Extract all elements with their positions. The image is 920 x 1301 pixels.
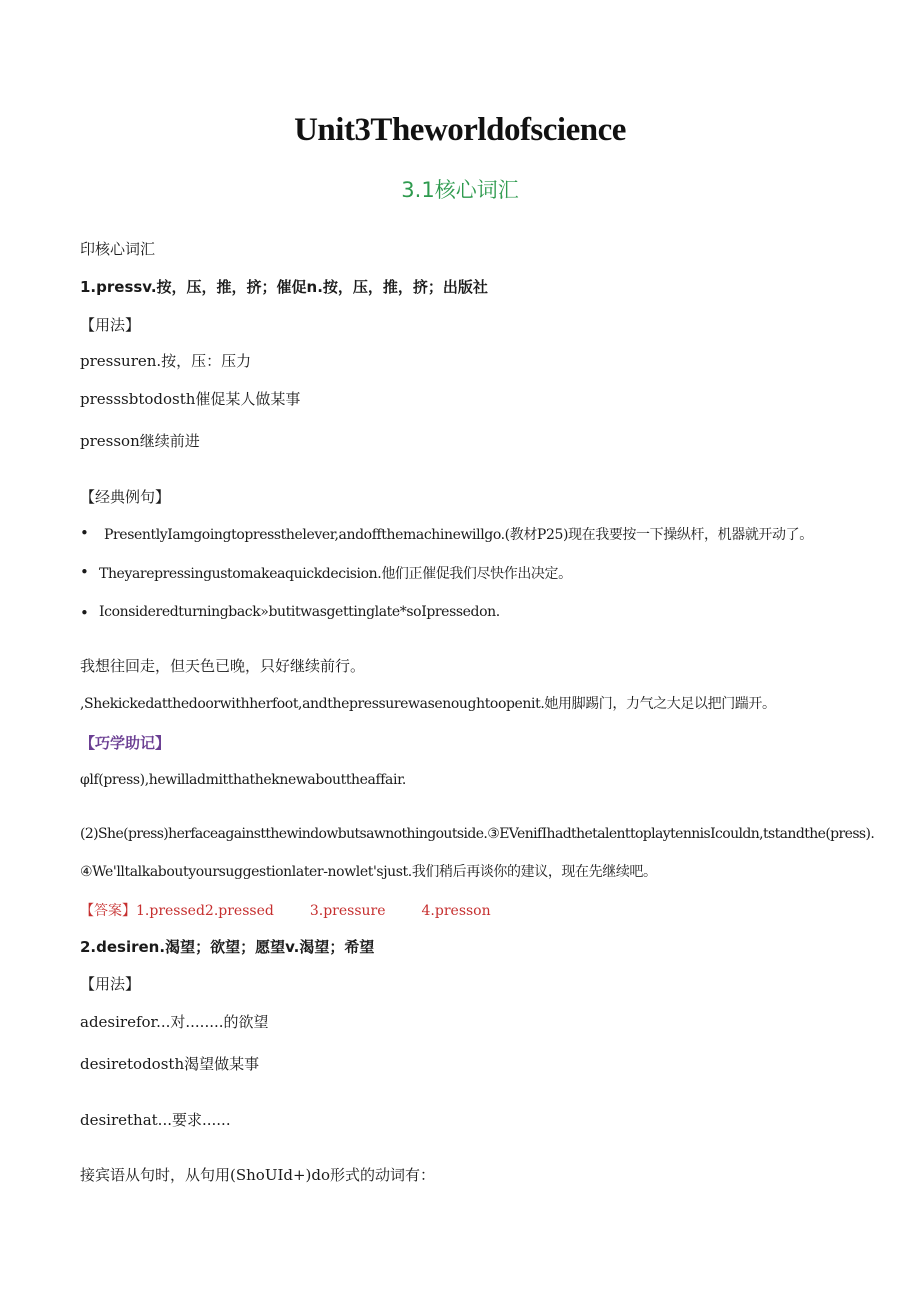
examples-label: 【经典例句】	[80, 488, 171, 506]
answer-line	[80, 900, 491, 920]
section-heading: 印核心词汇	[80, 240, 156, 258]
usage-item: adesirefor...对........的欲望	[80, 1013, 269, 1031]
answer-item: 4.presson	[421, 903, 491, 919]
usage-item: presson继续前进	[80, 432, 200, 450]
example-continuation: 我想往回走，但天色已晚，只好继续前行。	[80, 657, 366, 675]
answer-item: 2.pressed	[204, 903, 274, 919]
usage-item: pressuren.按，压：压力	[80, 352, 252, 370]
entry-headword-desire: 2.desiren.渴望；欲望；愿望v.渴望；希望	[80, 938, 375, 956]
answer-item: 1.pressed	[136, 903, 205, 919]
usage-label: 【用法】	[80, 316, 141, 334]
entry-headword-press: 1.pressv.按，压，推，挤；催促n.按，压，推，挤；出版社	[80, 278, 488, 296]
usage-item: desiretodosth渴望做某事	[80, 1055, 260, 1073]
usage-label: 【用法】	[80, 975, 141, 993]
example-sentence: PresentlyIamgoingtopressthelever,andoffthemachinewillgo.(教材P25)现在我要按一下操纵杆，机器就开动了。	[104, 527, 813, 543]
exercise-item: (2)She(press)herfaceagainstthewindowbutsawnothingoutside.③EVenifIhadthetalenttoplaytennisIcouldn,tstandthe(press).	[80, 826, 875, 842]
usage-item: presssbtodosth催促某人做某事	[80, 390, 301, 408]
usage-item: desirethat...要求......	[80, 1111, 231, 1129]
page-subtitle: 3.1核心词汇	[401, 178, 519, 202]
usage-item: 接宾语从句时，从句用(ShoUId+)do形式的动词有：	[80, 1166, 436, 1184]
exercise-item: φlf(press),hewilladmitthatheknewabouttheaffair.	[80, 772, 406, 788]
example-sentence: Theyarepressingustomakeaquickdecision.他们正催促我们尽快作出决定。	[99, 566, 572, 582]
bullet-icon: •	[80, 524, 89, 542]
memory-tips-label: 【巧学助记】	[80, 734, 171, 752]
answer-label: 【答案】	[80, 903, 136, 919]
page-title: Unit3Theworldofscience	[294, 112, 626, 148]
bullet-icon: •	[80, 563, 89, 581]
example-sentence: ,Shekickedatthedoorwithherfoot,andthepressurewasenoughtoopenit.她用脚踢门，力气之大足以把门踹开。	[80, 696, 776, 712]
bullet-icon: •	[80, 604, 89, 622]
exercise-item: ④We'lltalkaboutyoursuggestionlater-nowlet'sjust.我们稍后再谈你的建议，现在先继续吧。	[80, 864, 657, 880]
example-sentence: Iconsideredturningback»butitwasgettinglate*soIpressedon.	[99, 604, 500, 620]
answer-item: 3.pressure	[309, 903, 386, 919]
